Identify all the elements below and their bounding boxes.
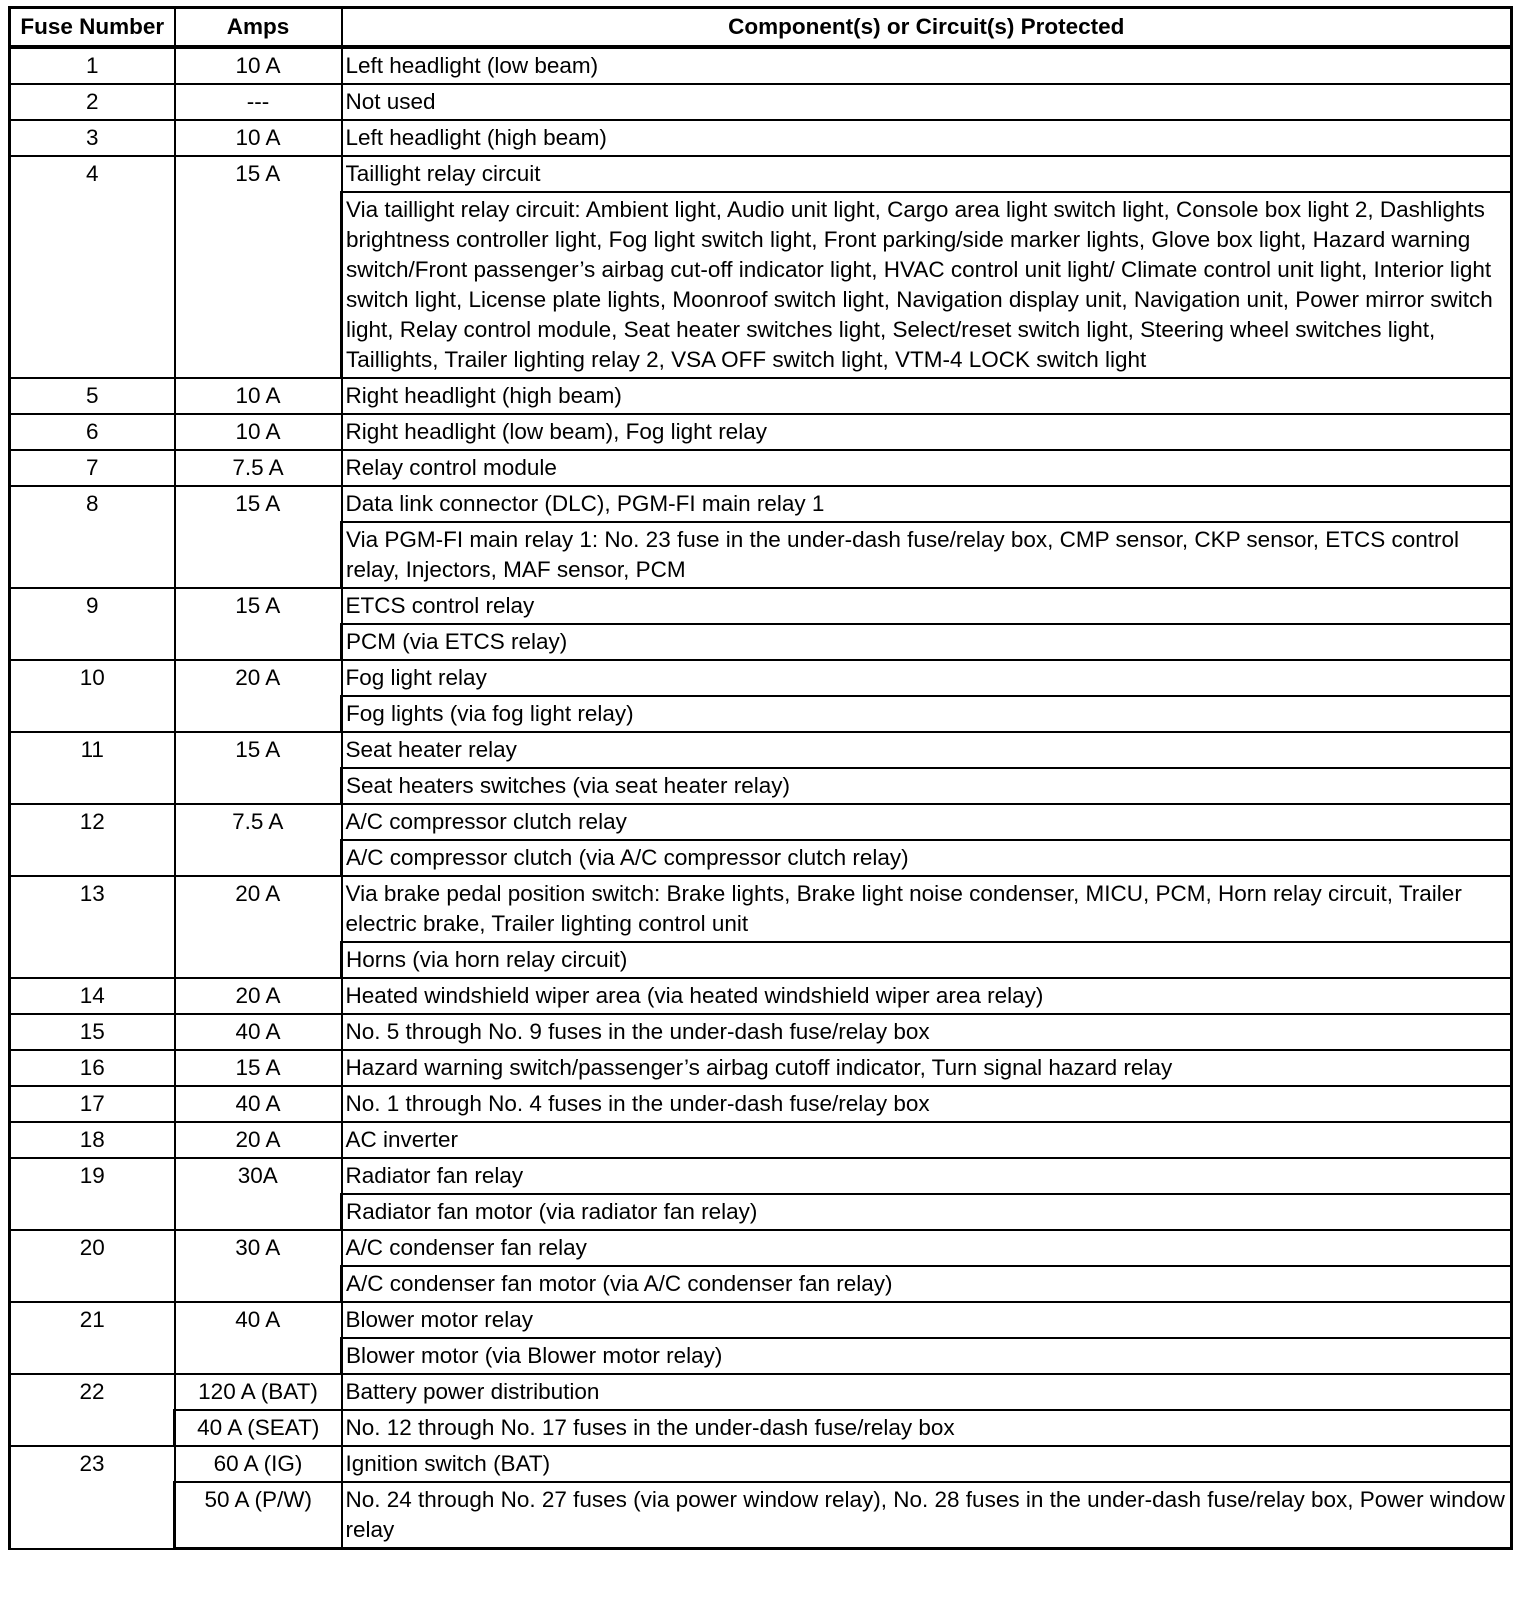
table-row xyxy=(10,378,1512,414)
amps-cell: 40 A xyxy=(175,1014,342,1050)
fuse-number-cell: 4 xyxy=(10,156,175,378)
amps-cell: 15 A xyxy=(175,1050,342,1086)
fuse-number-cell: 19 xyxy=(10,1158,175,1230)
table-row xyxy=(10,804,1512,840)
table-row xyxy=(10,978,1512,1014)
fuse-number-cell: 16 xyxy=(10,1050,175,1086)
component-cell: Taillight relay circuit xyxy=(342,156,1512,192)
component-cell: Battery power distribution xyxy=(342,1374,1512,1410)
table-row xyxy=(10,450,1512,486)
amps-cell: 20 A xyxy=(175,876,342,978)
fuse-number-cell: 10 xyxy=(10,660,175,732)
fuse-number-cell: 22 xyxy=(10,1374,175,1446)
component-cell: No. 5 through No. 9 fuses in the under-dash fuse/relay box xyxy=(342,1014,1512,1050)
component-cell: A/C condenser fan motor (via A/C condenser fan relay) xyxy=(342,1266,1512,1302)
fuse-number-cell: 20 xyxy=(10,1230,175,1302)
component-cell: ETCS control relay xyxy=(342,588,1512,624)
table-row xyxy=(10,588,1512,624)
fuse-number-cell: 9 xyxy=(10,588,175,660)
table-row xyxy=(10,414,1512,450)
fuse-number-cell: 8 xyxy=(10,486,175,588)
component-cell: A/C compressor clutch (via A/C compressor clutch relay) xyxy=(342,840,1512,876)
table-row xyxy=(10,120,1512,156)
table-row xyxy=(10,47,1512,84)
table-row xyxy=(10,1446,1512,1482)
component-cell: Fog light relay xyxy=(342,660,1512,696)
component-cell: Via brake pedal position switch: Brake lights, Brake light noise condenser, MICU, PCM, Horn relay circuit, Trailer electric brake, Trailer lighting control unit xyxy=(342,876,1512,942)
table-row xyxy=(10,1230,1512,1266)
amps-cell: 10 A xyxy=(175,120,342,156)
amps-cell: 30 A xyxy=(175,1230,342,1302)
amps-cell: 40 A xyxy=(175,1302,342,1374)
component-cell: Ignition switch (BAT) xyxy=(342,1446,1512,1482)
amps-cell: 120 A (BAT) xyxy=(175,1374,342,1410)
component-cell: Left headlight (low beam) xyxy=(342,47,1512,84)
component-cell: A/C compressor clutch relay xyxy=(342,804,1512,840)
fuse-number-cell: 11 xyxy=(10,732,175,804)
amps-cell: 40 A (SEAT) xyxy=(175,1410,342,1446)
table-row xyxy=(10,156,1512,192)
amps-cell: 7.5 A xyxy=(175,804,342,876)
amps-cell: 50 A (P/W) xyxy=(175,1482,342,1549)
fuse-table xyxy=(8,6,1513,1550)
fuse-number-cell: 3 xyxy=(10,120,175,156)
component-cell: PCM (via ETCS relay) xyxy=(342,624,1512,660)
table-row xyxy=(10,84,1512,120)
component-cell: No. 24 through No. 27 fuses (via power window relay), No. 28 fuses in the under-dash fuse/relay box, Power window relay xyxy=(342,1482,1512,1549)
fuse-number-cell: 12 xyxy=(10,804,175,876)
amps-header: Amps xyxy=(175,8,342,48)
fuse-number-cell: 2 xyxy=(10,84,175,120)
table-row xyxy=(10,486,1512,522)
component-cell: No. 12 through No. 17 fuses in the under-dash fuse/relay box xyxy=(342,1410,1512,1446)
table-row xyxy=(10,1410,1512,1446)
component-cell: Blower motor relay xyxy=(342,1302,1512,1338)
component-cell: Via PGM-FI main relay 1: No. 23 fuse in the under-dash fuse/relay box, CMP sensor, CKP sensor, ETCS control relay, Injectors, MAF sensor, PCM xyxy=(342,522,1512,588)
amps-cell: 20 A xyxy=(175,978,342,1014)
fuse-number-cell: 15 xyxy=(10,1014,175,1050)
fuse-number-cell: 21 xyxy=(10,1302,175,1374)
component-cell: Radiator fan relay xyxy=(342,1158,1512,1194)
fuse-number-cell: 14 xyxy=(10,978,175,1014)
component-cell: Radiator fan motor (via radiator fan relay) xyxy=(342,1194,1512,1230)
amps-cell: 10 A xyxy=(175,47,342,84)
fuse-number-cell: 7 xyxy=(10,450,175,486)
fuse-number-header: Fuse Number xyxy=(10,8,175,48)
amps-cell: 10 A xyxy=(175,378,342,414)
table-row xyxy=(10,1086,1512,1122)
component-cell: Left headlight (high beam) xyxy=(342,120,1512,156)
fuse-table-body xyxy=(10,47,1512,1549)
component-cell: Seat heater relay xyxy=(342,732,1512,768)
fuse-number-cell: 23 xyxy=(10,1446,175,1549)
component-cell: Heated windshield wiper area (via heated windshield wiper area relay) xyxy=(342,978,1512,1014)
header-row xyxy=(10,8,1512,48)
table-row xyxy=(10,876,1512,942)
amps-cell: 7.5 A xyxy=(175,450,342,486)
table-row xyxy=(10,1122,1512,1158)
component-cell: Blower motor (via Blower motor relay) xyxy=(342,1338,1512,1374)
fuse-number-cell: 5 xyxy=(10,378,175,414)
amps-cell: 20 A xyxy=(175,660,342,732)
table-row xyxy=(10,1482,1512,1549)
components-header: Component(s) or Circuit(s) Protected xyxy=(342,8,1512,48)
fuse-number-cell: 17 xyxy=(10,1086,175,1122)
component-cell: A/C condenser fan relay xyxy=(342,1230,1512,1266)
amps-cell: 40 A xyxy=(175,1086,342,1122)
component-cell: Right headlight (high beam) xyxy=(342,378,1512,414)
component-cell: Fog lights (via fog light relay) xyxy=(342,696,1512,732)
fuse-number-cell: 6 xyxy=(10,414,175,450)
table-row xyxy=(10,1374,1512,1410)
fuse-number-cell: 13 xyxy=(10,876,175,978)
component-cell: Seat heaters switches (via seat heater relay) xyxy=(342,768,1512,804)
amps-cell: 10 A xyxy=(175,414,342,450)
amps-cell: 15 A xyxy=(175,486,342,588)
amps-cell: 20 A xyxy=(175,1122,342,1158)
component-cell: Data link connector (DLC), PGM-FI main relay 1 xyxy=(342,486,1512,522)
component-cell: Via taillight relay circuit: Ambient light, Audio unit light, Cargo area light switch light, Console box light 2, Dashlights brightness controller light, Fog light switch light, Front parking/side marker lights, Glove box light, Hazard warning switch/Front passenger’s airbag cut-off indicator light, HVAC control unit light/ Climate control unit light, Interior light switch light, License plate lights, Moonroof switch light, Navigation display unit, Navigation unit, Power mirror switch light, Relay control module, Seat heater switches light, Select/reset switch light, Steering wheel switches light, Taillights, Trailer lighting relay 2, VSA OFF switch light, VTM-4 LOCK switch light xyxy=(342,192,1512,378)
amps-cell: 60 A (IG) xyxy=(175,1446,342,1482)
amps-cell: 15 A xyxy=(175,588,342,660)
table-row xyxy=(10,1158,1512,1194)
table-row xyxy=(10,1302,1512,1338)
component-cell: Right headlight (low beam), Fog light relay xyxy=(342,414,1512,450)
component-cell: No. 1 through No. 4 fuses in the under-dash fuse/relay box xyxy=(342,1086,1512,1122)
amps-cell: 30A xyxy=(175,1158,342,1230)
component-cell: Relay control module xyxy=(342,450,1512,486)
amps-cell: 15 A xyxy=(175,732,342,804)
component-cell: AC inverter xyxy=(342,1122,1512,1158)
table-row xyxy=(10,1014,1512,1050)
component-cell: Horns (via horn relay circuit) xyxy=(342,942,1512,978)
table-row xyxy=(10,1050,1512,1086)
amps-cell: 15 A xyxy=(175,156,342,378)
fuse-number-cell: 18 xyxy=(10,1122,175,1158)
component-cell: Hazard warning switch/passenger’s airbag cutoff indicator, Turn signal hazard relay xyxy=(342,1050,1512,1086)
amps-cell: --- xyxy=(175,84,342,120)
table-row xyxy=(10,660,1512,696)
fuse-number-cell: 1 xyxy=(10,47,175,84)
component-cell: Not used xyxy=(342,84,1512,120)
table-row xyxy=(10,732,1512,768)
